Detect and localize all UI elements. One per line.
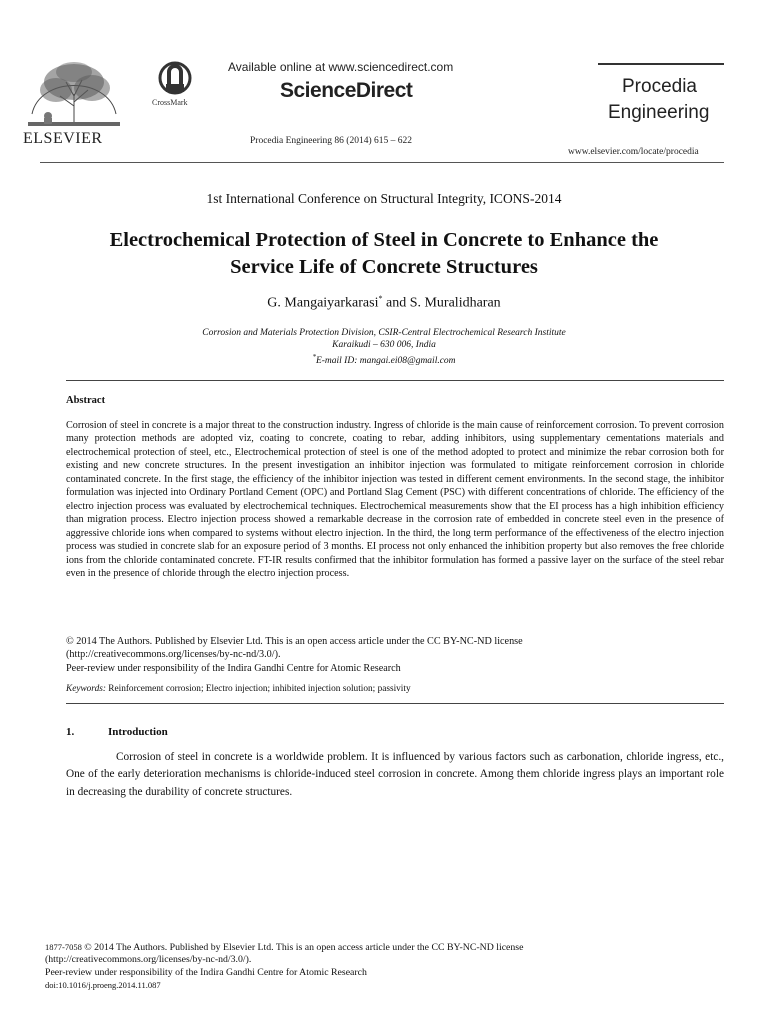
footer-license-link[interactable]: (http://creativecommons.org/licenses/by-nc-nd/3.0/). bbox=[45, 954, 252, 966]
authors bbox=[0, 294, 768, 312]
journal-citation: Procedia Engineering 86 (2014) 615 – 622 bbox=[250, 136, 412, 146]
sciencedirect-wordmark: ScienceDirect bbox=[280, 79, 413, 102]
license-block bbox=[66, 635, 724, 675]
journal-url[interactable]: www.elsevier.com/locate/procedia bbox=[568, 147, 699, 157]
email-line bbox=[0, 351, 768, 367]
footer-issn: 1877-7058 bbox=[45, 942, 82, 952]
crossmark-label: CrossMark bbox=[152, 98, 188, 107]
email[interactable]: E-mail ID: mangai.ei08@gmail.com bbox=[315, 356, 456, 367]
introduction-text: Corrosion of steel in concrete is a worldwide problem. It is influenced by various factors such as carbonation, chloride ingress, etc., One of the early deterioration mechanisms is chloride-induced steel corrosion in concrete. Among them chloride ingress plays an important role in decreasing the durability of concrete structures. bbox=[66, 751, 724, 798]
paper-title bbox=[40, 227, 728, 281]
paper-title-line1: Electrochemical Protection of Steel in Concrete to Enhance the bbox=[109, 229, 659, 251]
license-line1: © 2014 The Authors. Published by Elsevier Ltd. This is an open access article under the CC BY-NC-ND license bbox=[66, 636, 523, 647]
author-2: and S. Muralidharan bbox=[382, 295, 501, 311]
license-link[interactable]: (http://creativecommons.org/licenses/by-nc-nd/3.0/). bbox=[66, 649, 281, 661]
header-divider bbox=[40, 162, 724, 163]
footer-doi[interactable]: doi:10.1016/j.proeng.2014.11.087 bbox=[45, 979, 161, 990]
abstract-heading: Abstract bbox=[66, 395, 106, 406]
publisher-name: ELSEVIER bbox=[23, 130, 103, 147]
abstract-text: Corrosion of steel in concrete is a major threat to the construction industry. Ingress of chloride is the main cause of reinforcement corrosion. To prevent corrosion many protection methods are adopted viz, coating to concrete, coating to rebar, adding inhibitors, using supplementary cementations materials and electrochemical protection of steel, etc., Electrochemical protection of steel is one of the method adopted to protect and minimize the rebar corrosion both for existing and new concrete structures. In the present investigation an inhibitor injection was formulated to mitigate reinforcement corrosion in chloride contaminated concrete. In the first stage, the efficiency of the inhibitor injection was tested in different cement environments. In the second stage, the inhibitor formulation was injected into Ordinary Portland Cement (OPC) and Portland Slag Cement (PSC) with different concentrations of chloride. The efficiency of the electro injection process was evaluated by electrochemical techniques. Electrochemical measurements show that the EI process has a high inhibition efficiency than migration process. Electro injection process showed a remarkable decrease in the corrosion rate of embedded in concrete steel even in the presence of aggressive chloride ions when compared to systems without electro injection. In the third, the long term performance of the effectiveness of the electro injection process was studied in concrete slab for an exposure period of 3 months. EI process not only enhanced the inhibition property but also removes the free chloride ions from the chloride contaminated concrete. FT-IR results confirmed that the inhibitor formulation has formed a passive layer on the surface of the steel rebar even in the presence of chloride through the electro injection process. bbox=[66, 420, 724, 579]
journal-name-line2: Engineering bbox=[608, 102, 710, 123]
keywords-text: Reinforcement corrosion; Electro injection; inhibited injection solution; passivity bbox=[105, 684, 411, 694]
section-title: Introduction bbox=[108, 726, 168, 738]
affiliation-line2: Karaikudi – 630 006, India bbox=[332, 340, 436, 350]
footer bbox=[45, 941, 735, 991]
corresponding-mark: * bbox=[378, 294, 383, 303]
journal-name-line1: Procedia bbox=[622, 76, 697, 97]
journal-name-box bbox=[598, 63, 724, 137]
author-1: G. Mangaiyarkarasi bbox=[267, 295, 379, 311]
peer-review-line: Peer-review under responsibility of the Indira Gandhi Centre for Atomic Research bbox=[66, 662, 401, 674]
affiliation-line1: Corrosion and Materials Protection Division, CSIR-Central Electrochemical Research Institute bbox=[202, 328, 566, 338]
available-online: Available online at www.sciencedirect.com bbox=[228, 60, 454, 74]
affiliation bbox=[0, 327, 768, 367]
conference-name: 1st International Conference on Structural Integrity, ICONS-2014 bbox=[206, 191, 562, 206]
footer-line1: © 2014 The Authors. Published by Elsevier Ltd. This is an open access article under the CC BY-NC-ND license bbox=[81, 942, 524, 953]
abstract-top-rule bbox=[66, 380, 724, 381]
keywords bbox=[66, 684, 724, 694]
section-heading-introduction bbox=[66, 726, 168, 738]
abstract-bottom-rule bbox=[66, 703, 724, 704]
email-mark: * bbox=[312, 353, 316, 361]
keywords-label: Keywords: bbox=[66, 684, 106, 694]
footer-peer-review: Peer-review under responsibility of the Indira Gandhi Centre for Atomic Research bbox=[45, 966, 367, 978]
footer-license-line bbox=[45, 941, 735, 954]
section-number: 1. bbox=[66, 726, 75, 738]
introduction-paragraph bbox=[66, 749, 724, 801]
paper-title-line2: Service Life of Concrete Structures bbox=[230, 256, 538, 278]
